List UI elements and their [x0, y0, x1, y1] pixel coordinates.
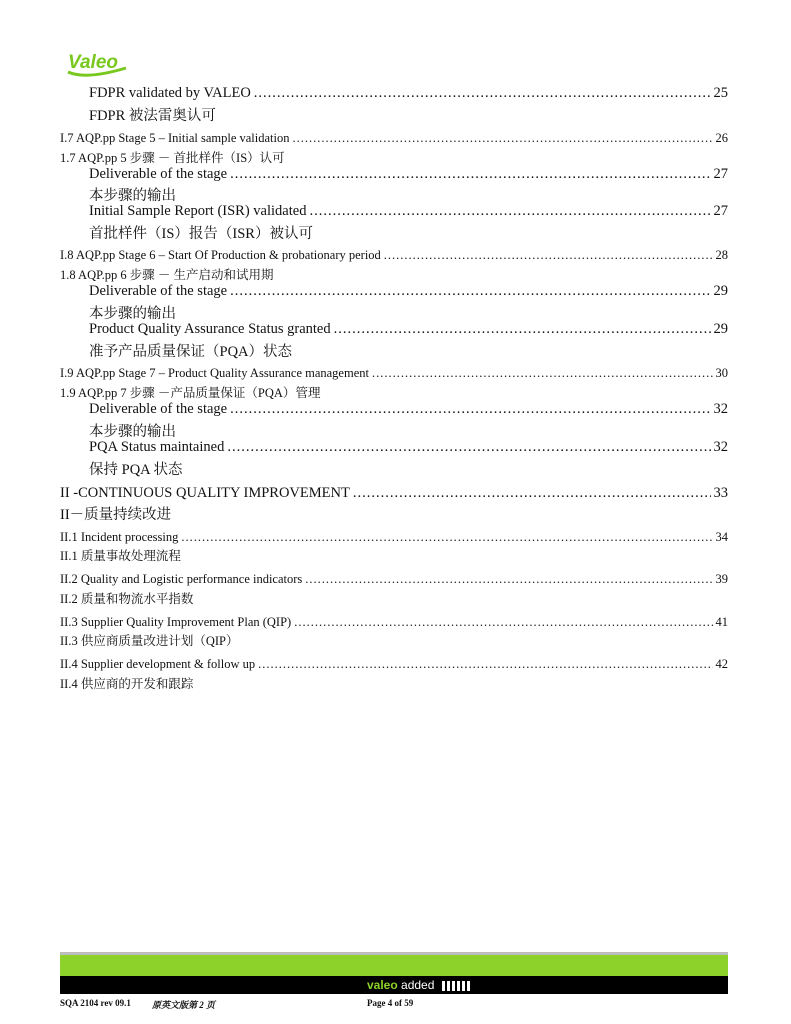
- toc-leader: [305, 572, 712, 587]
- footer-brand-suffix: added: [401, 978, 435, 992]
- toc-page-number: 30: [715, 366, 728, 380]
- toc-entry-chinese: 首批样件（IS）报告（ISR）被认可: [89, 226, 313, 242]
- footer-brand-name: valeo: [367, 978, 398, 992]
- toc-entry-title: I.7 AQP.pp Stage 5 – Initial sample validation: [60, 131, 290, 145]
- toc-leader: [258, 657, 712, 672]
- footer-green-band: [60, 955, 728, 976]
- toc-page-number: 34: [715, 530, 728, 544]
- toc-page-number: 32: [713, 439, 728, 455]
- toc-entry[interactable]: [89, 166, 728, 183]
- toc-entry-chinese: 本步骤的输出: [89, 424, 176, 440]
- toc-entry-chinese: II.1 质量事故处理流程: [60, 549, 181, 563]
- toc-entry-title: Deliverable of the stage: [89, 283, 228, 299]
- toc-entry-title: I.9 AQP.pp Stage 7 – Product Quality Assurance management: [60, 366, 369, 380]
- toc-entry-title: II.1 Incident processing: [60, 530, 179, 544]
- toc-leader: [353, 485, 711, 502]
- footer-doc-ref: SQA 2104 rev 09.1: [60, 998, 131, 1008]
- toc-page-number: 28: [715, 248, 728, 262]
- toc-entry[interactable]: [89, 283, 728, 300]
- toc-entry-title: Deliverable of the stage: [89, 166, 228, 182]
- toc-leader: [372, 366, 713, 381]
- toc-entry-chinese: 保持 PQA 状态: [89, 462, 183, 478]
- toc-entry-chinese: 1.9 AQP.pp 7 步骤 －产品质量保证（PQA）管理: [60, 386, 321, 400]
- toc-page-number: 27: [713, 166, 728, 182]
- toc-leader: [293, 131, 713, 146]
- toc-page-number: 39: [715, 572, 728, 586]
- toc-page-number: 42: [715, 657, 728, 671]
- toc-entry-chinese: II.4 供应商的开发和跟踪: [60, 677, 194, 691]
- toc-entry-title: FDPR validated by VALEO: [89, 85, 251, 101]
- toc-entry-title: II -CONTINUOUS QUALITY IMPROVEMENT: [60, 485, 350, 501]
- toc-leader: [230, 401, 710, 418]
- toc-entry-title: II.3 Supplier Quality Improvement Plan (QIP): [60, 615, 292, 629]
- toc-entry-chinese: FDPR 被法雷奥认可: [89, 108, 216, 124]
- toc-leader: [230, 166, 710, 183]
- toc-leader: [309, 203, 710, 220]
- logo-text: Valeo: [68, 52, 118, 73]
- toc-page-number: 25: [713, 85, 728, 101]
- toc-page-number: 41: [715, 615, 728, 629]
- toc-entry-chinese: 1.8 AQP.pp 6 步骤 － 生产启动和试用期: [60, 268, 274, 282]
- footer-brand: [367, 978, 434, 992]
- footer-bars-icon: [442, 981, 470, 991]
- valeo-logo-mark: [66, 50, 128, 80]
- toc-entry-title: Product Quality Assurance Status granted: [89, 321, 331, 337]
- toc-entry-chinese: 准予产品质量保证（PQA）状态: [89, 344, 293, 360]
- toc-entry[interactable]: [60, 572, 728, 587]
- toc-entry-chinese: 本步骤的输出: [89, 188, 176, 204]
- toc-entry-title: II.4 Supplier development & follow up: [60, 657, 256, 671]
- toc-entry[interactable]: [89, 203, 728, 220]
- toc-entry[interactable]: [89, 321, 728, 338]
- toc-leader: [384, 248, 713, 263]
- toc-leader: [334, 321, 711, 338]
- toc-entry[interactable]: [60, 615, 728, 630]
- toc-page-number: 32: [713, 401, 728, 417]
- toc-entry[interactable]: [60, 530, 728, 545]
- toc-entry[interactable]: [60, 366, 728, 381]
- toc-entry-chinese: II.3 供应商质量改进计划（QIP）: [60, 634, 239, 648]
- toc-entry-title: II.2 Quality and Logistic performance indicators: [60, 572, 303, 586]
- toc-page-number: 29: [713, 321, 728, 337]
- toc-leader: [181, 530, 712, 545]
- footer-cn-version: 原英文版第 2 页: [152, 1000, 216, 1010]
- toc-entry[interactable]: [60, 657, 728, 672]
- toc-leader: [254, 85, 711, 102]
- toc-entry[interactable]: [60, 131, 728, 146]
- toc-entry[interactable]: [60, 485, 728, 502]
- toc-page-number: 26: [715, 131, 728, 145]
- toc-page-number: 27: [713, 203, 728, 219]
- toc-page-number: 33: [713, 485, 728, 501]
- toc-leader: [227, 439, 710, 456]
- toc-entry-chinese: II－质量持续改进: [60, 507, 172, 523]
- valeo-logo: [66, 50, 128, 85]
- toc-entry-chinese: 本步骤的输出: [89, 306, 176, 322]
- toc-entry[interactable]: [60, 248, 728, 263]
- toc-entry-title: Deliverable of the stage: [89, 401, 228, 417]
- toc-page-number: 29: [713, 283, 728, 299]
- toc-entry-title: PQA Status maintained: [89, 439, 225, 455]
- footer-page-label: Page 4 of 59: [367, 998, 414, 1008]
- toc-entry[interactable]: [89, 439, 728, 456]
- toc-leader: [294, 615, 712, 630]
- toc-entry-chinese: II.2 质量和物流水平指数: [60, 592, 194, 606]
- toc-entry-title: I.8 AQP.pp Stage 6 – Start Of Production & probationary period: [60, 248, 381, 262]
- toc-entry-chinese: 1.7 AQP.pp 5 步骤 － 首批样件（IS）认可: [60, 151, 285, 165]
- toc-entry[interactable]: [89, 85, 728, 102]
- toc-entry[interactable]: [89, 401, 728, 418]
- toc-leader: [230, 283, 710, 300]
- toc-entry-title: Initial Sample Report (ISR) validated: [89, 203, 307, 219]
